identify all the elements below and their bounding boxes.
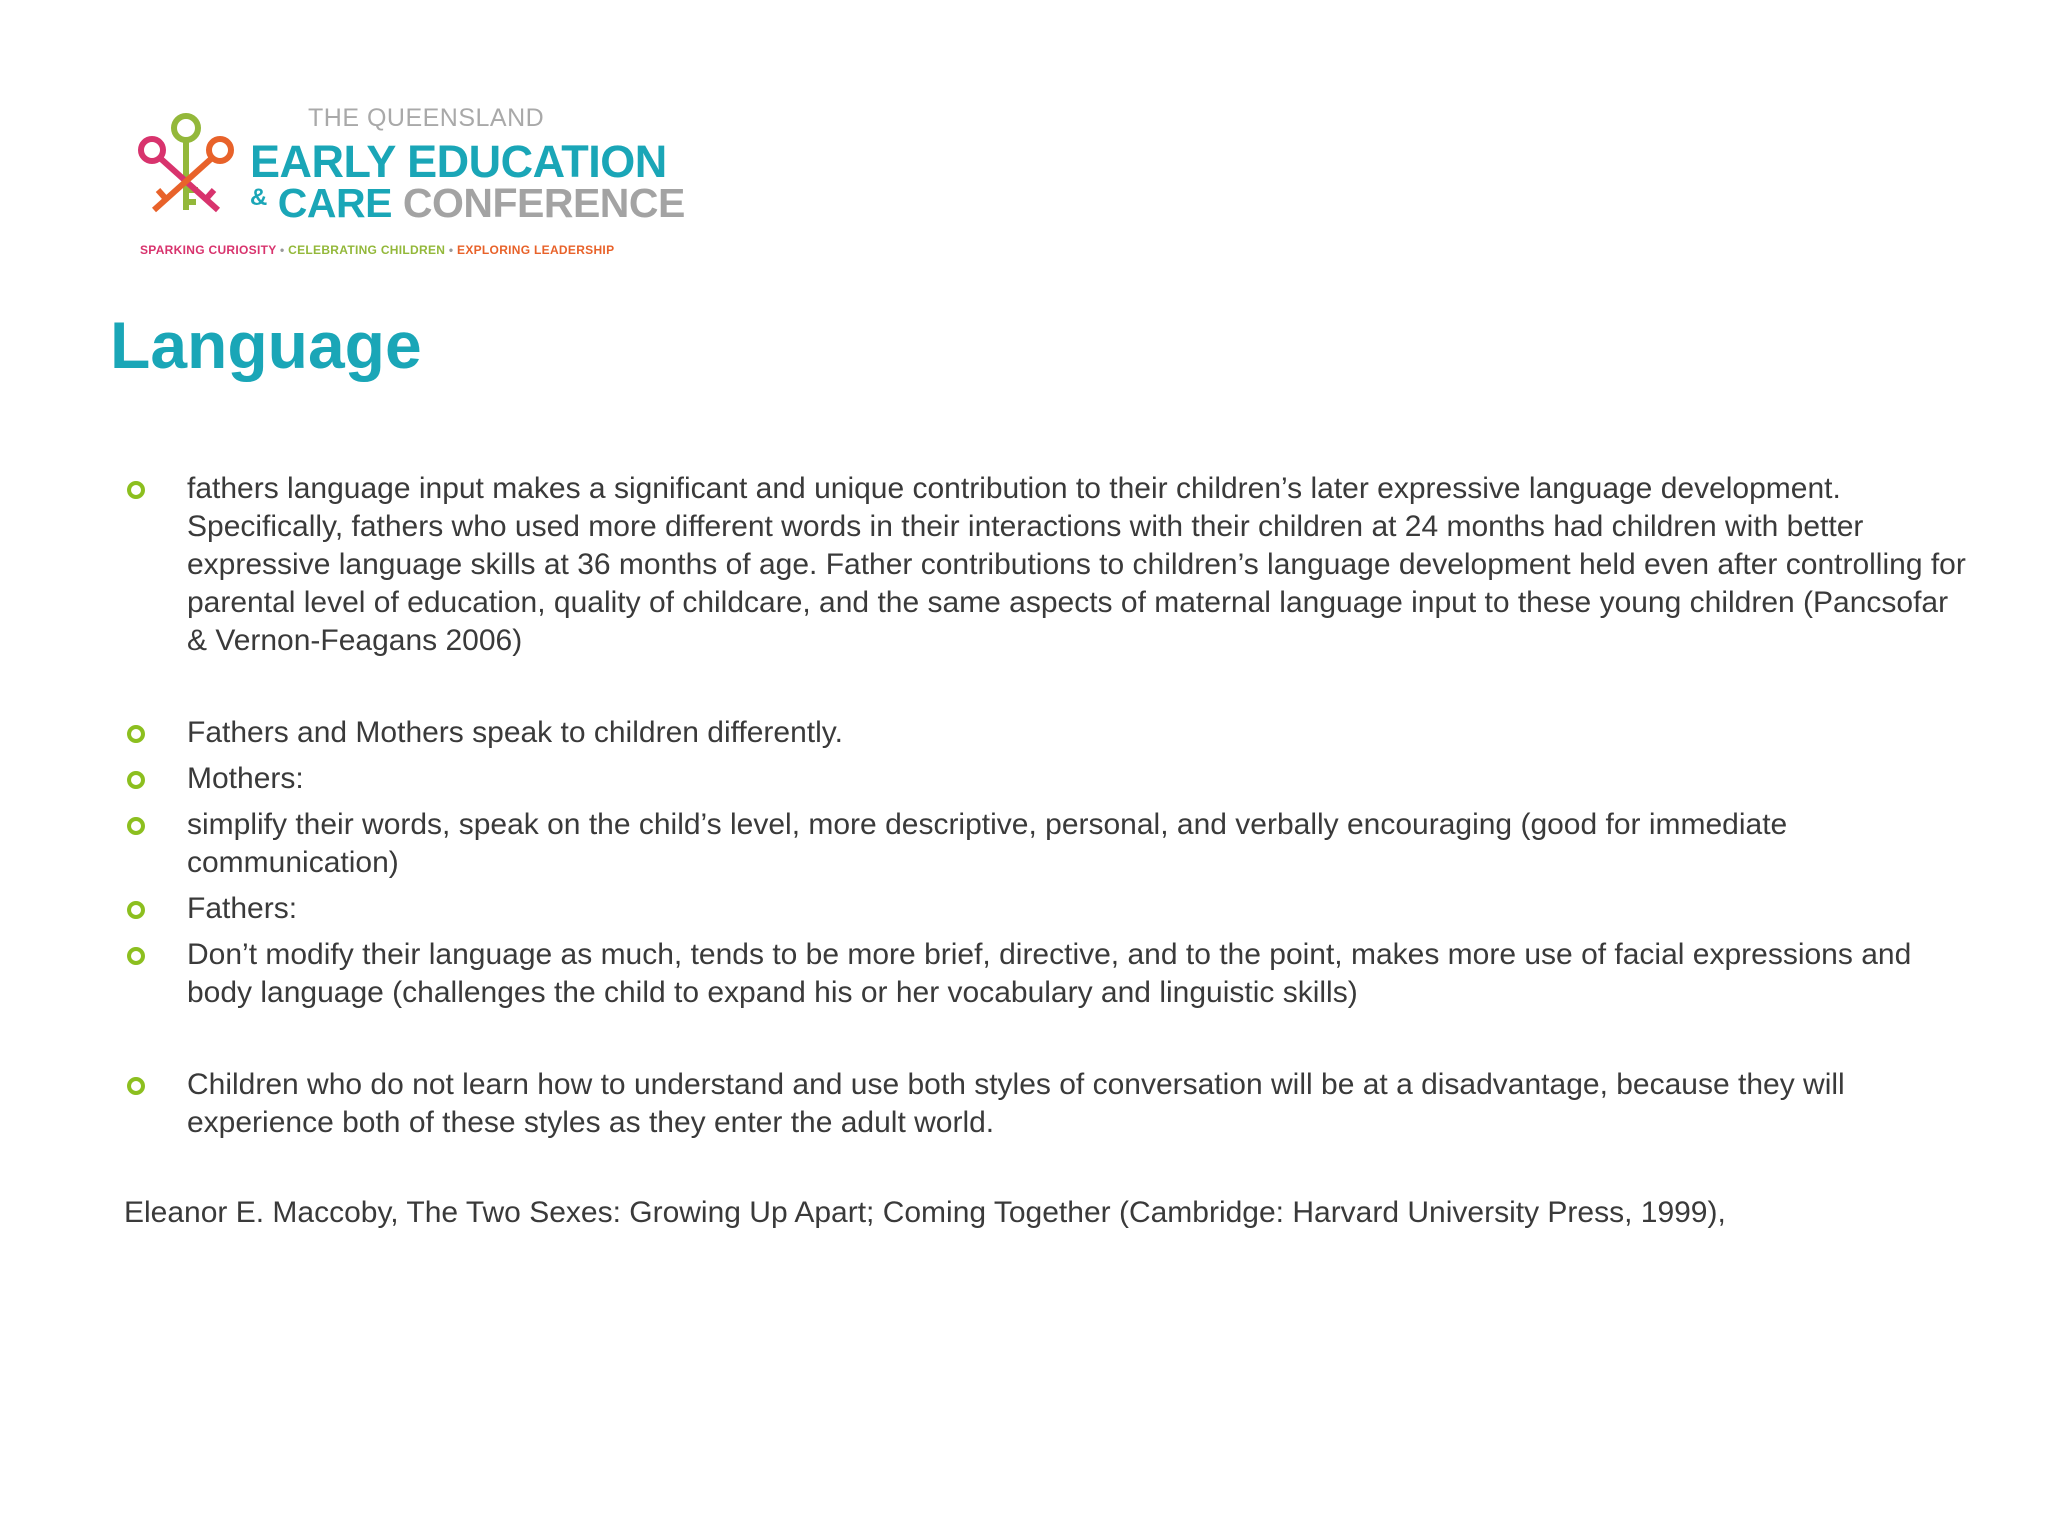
bullet-text: Fathers:	[187, 892, 298, 925]
bullet-text: fathers language input makes a significant and unique contribution to their children’s later expressive language development. Specifically, fathers who used more different words in their interactions with their children at 24 months had children with better expressive language skills at 36 months of age. Father contributions to children’s language development held even after controlling for parental level of education, quality of childcare, and the same aspects of maternal language input to these young children (Pancsofar & Vernon-Feagans 2006)	[187, 472, 1966, 657]
tagline-part: CELEBRATING CHILDREN	[288, 243, 446, 257]
tagline-separator: •	[448, 243, 454, 257]
logo-conference: CONFERENCE	[402, 180, 685, 226]
bullet-ring-icon	[127, 817, 145, 835]
tagline-separator: •	[279, 243, 285, 257]
citation: Eleanor E. Maccoby, The Two Sexes: Growing Up Apart; Coming Together (Cambridge: Harvard University Press, 1999),	[124, 1196, 1726, 1229]
bullet-text: simplify their words, speak on the child’s level, more descriptive, personal, and verbally encouraging (good for immediate communication)	[187, 808, 1788, 879]
bullet-ring-icon	[127, 1077, 145, 1095]
bullet-text: Don’t modify their language as much, tends to be more brief, directive, and to the point, makes more use of facial expressions and body language (challenges the child to expand his or her vocabulary and linguistic skills)	[187, 938, 1912, 1009]
bullet-ring-icon	[127, 481, 145, 499]
bullet-item	[124, 470, 1974, 660]
logo-title-line2	[250, 180, 685, 227]
slide-body	[124, 470, 1974, 1232]
bullet-ring-icon	[127, 725, 145, 743]
bullet-list	[124, 470, 1974, 1142]
bullet-item	[124, 936, 1974, 1012]
slide-title: Language	[110, 308, 422, 382]
bullet-item	[124, 806, 1974, 882]
logo-eyebrow: THE QUEENSLAND	[308, 104, 545, 132]
bullet-ring-icon	[127, 947, 145, 965]
bullet-text: Children who do not learn how to understand and use both styles of conversation will be at a disadvantage, because they will experience both of these styles as they enter the adult world.	[187, 1068, 1845, 1139]
bullet-ring-icon	[127, 901, 145, 919]
bullet-item	[124, 760, 1974, 798]
logo-tagline	[140, 243, 614, 257]
conference-logo	[136, 104, 685, 264]
logo-ampersand: &	[250, 184, 267, 211]
tagline-part: EXPLORING LEADERSHIP	[457, 243, 615, 257]
logo-care: CARE	[277, 180, 392, 226]
bullet-item	[124, 1066, 1974, 1142]
tagline-part: SPARKING CURIOSITY	[140, 243, 277, 257]
bullet-item	[124, 890, 1974, 928]
bullet-text: Fathers and Mothers speak to children differently.	[187, 716, 843, 749]
logo-title-line1: EARLY EDUCATION	[250, 136, 667, 187]
keys-logo-icon	[136, 110, 236, 220]
bullet-ring-icon	[127, 771, 145, 789]
bullet-text: Mothers:	[187, 762, 304, 795]
bullet-item	[124, 714, 1974, 752]
